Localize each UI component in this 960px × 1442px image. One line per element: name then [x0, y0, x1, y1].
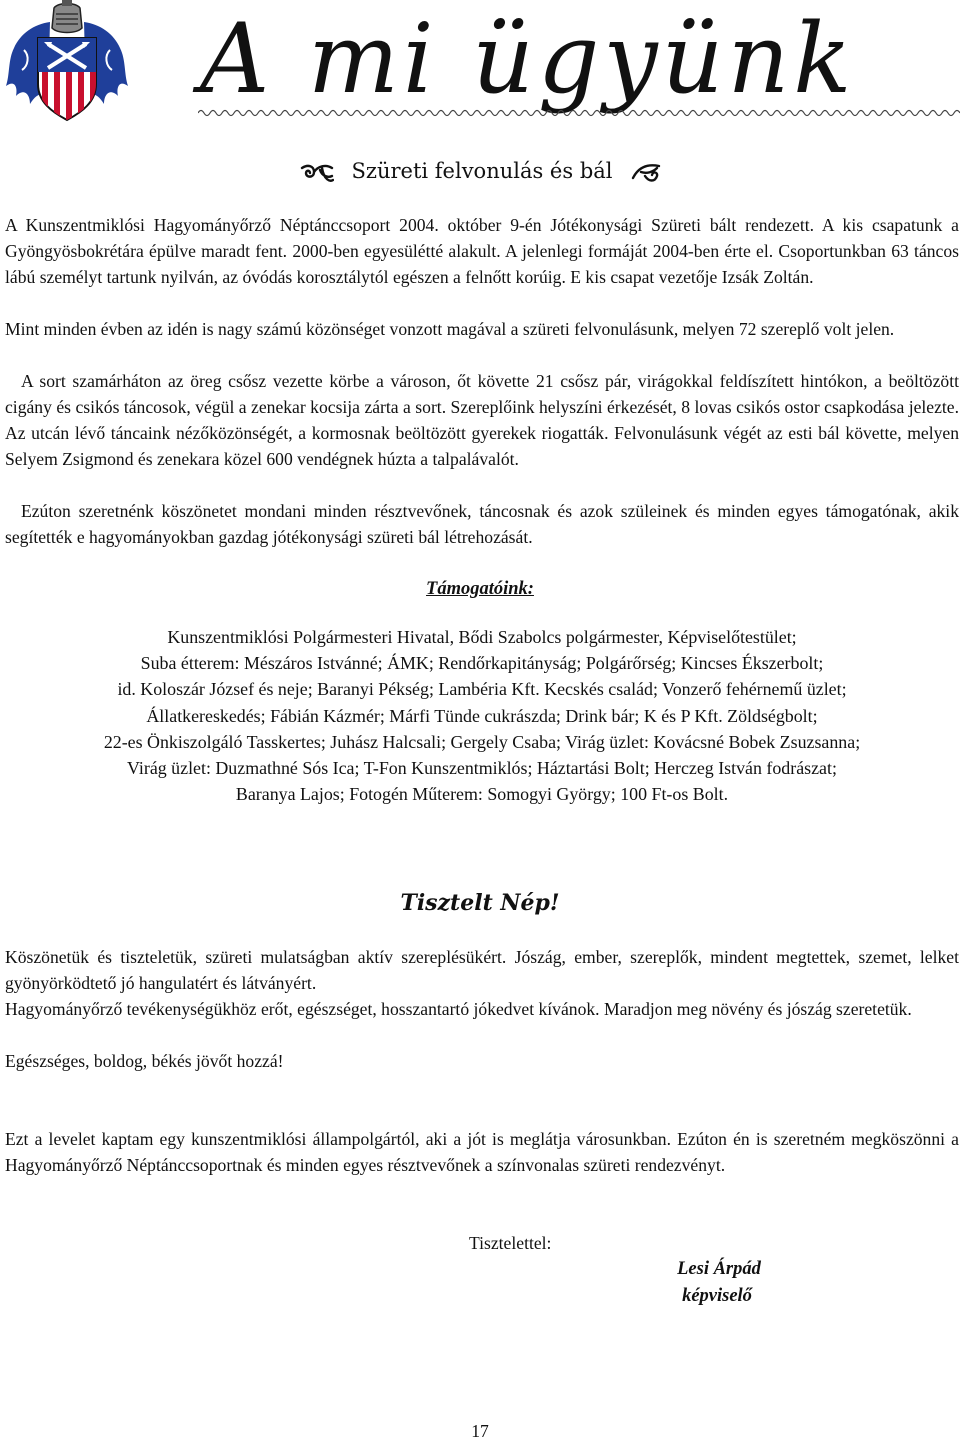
flourish-right-icon — [631, 162, 661, 184]
letter-paragraph-2: Hagyományőrző tevékenységükhöz erőt, egészséget, hosszantartó jókedvet kívánok. Maradjon meg növény és jószág szeretetük. — [5, 999, 912, 1019]
intro-paragraph-2: Mint minden évben az idén is nagy számú közönséget vonzott magával a szüreti felvonulásunk, melyen 72 szereplő volt jelen. — [5, 319, 895, 339]
sponsor-line: Virág üzlet: Duzmathné Sós Ica; T-Fon Kunszentmiklós; Háztartási Bolt; Herczeg István fodrászat; — [127, 758, 837, 779]
section-title — [0, 156, 960, 186]
intro-paragraph-4-text: Ezúton szeretnénk köszönetet mondani minden résztvevőnek, táncosnak és azok szüleinek és minden egyes támogatónak, akik segítették e hagyományokban gazdag jótékonysági szüreti bál létrehozását. — [5, 501, 959, 547]
intro-paragraph-1: A Kunszentmiklósi Hagyományőrző Néptánccsoport 2004. október 9-én Jótékonysági Szüreti bált rendezett. A kis csapatunk a Gyöngyösbokrétára épülve maradt fent. 2000-ben egyesülétté alakult. A jelenlegi formáját 2004-ben érte el. Csoportunkban 63 táncos lábú személyt tartunk nyilván, az óvódás korosztálytól egészen a felnőtt korúig. E kis csapat vezetője Izsák Zoltán. — [5, 215, 959, 287]
letter-paragraph-3: Egészséges, boldog, békés jövőt hozzá! — [5, 1051, 284, 1071]
intro-paragraph-3 — [5, 368, 959, 472]
section-title-text: Szüreti felvonulás és bál — [351, 159, 613, 183]
signer-name: Lesi Árpád — [677, 1259, 761, 1279]
sponsor-line: 22-es Önkiszolgáló Tasskertes; Juhász Halcsali; Gergely Csaba; Virág üzlet: Kovácsné Bobek Zsuzsanna; — [103, 731, 861, 752]
letter-greeting: Tisztelt Nép! — [400, 890, 560, 916]
coat-of-arms-icon — [4, 0, 130, 128]
masthead-title: A mi ügyünk — [200, 3, 856, 115]
page-number: 17 — [471, 1421, 489, 1441]
note-paragraph: Ezt a levelet kaptam egy kunszentmiklósi állampolgártól, aki a jót is meglátja városunkban. Ezúton én is szeretném megköszönni a Hagyományőrző Néptánccsoportnak és minden egyes résztvevőnek a színvonalas szüreti rendezvényt. — [5, 1129, 959, 1175]
intro-paragraph-3-text: A sort szamárháton az öreg csősz vezette körbe a városon, őt követte 21 csősz pár, virágokkal feldíszített hintókon, a beöltözött cigány és csikós táncosok, végül a zenekar kocsija zárta a sort. Szereplőink helyszíni érkezését, 8 lovas csikós ostor csapkodása jelezte. Az utcán lévő táncaink nézőközönségét, a kormosnak beöltözött gyerekek riogatták. Felvonulásunk végét az esti bál követte, melyen Selyem Zsigmond és zenekara közel 600 vendégnek húzta a talpalávalót. — [5, 371, 959, 469]
signer-role: képviselő — [682, 1286, 752, 1306]
sponsor-line: Baranya Lajos; Fotogén Műterem: Somogyi György; 100 Ft-os Bolt. — [235, 784, 729, 805]
sponsor-line: Suba étterem: Mészáros Istvánné; ÁMK; Rendőrkapitányság; Polgárőrség; Kincses Ékszerbolt; — [140, 653, 824, 674]
signature-closing: Tisztelettel: — [469, 1233, 552, 1253]
sponsor-line: id. Koloszár József és neje; Baranyi Pékség; Lambéria Kft. Kecskés család; Vonzerő fehérnemű üzlet; — [117, 679, 847, 700]
sponsors-title: Támogatóink: — [426, 579, 534, 599]
sponsors-list — [0, 624, 960, 807]
masthead-wavy-rule — [198, 108, 960, 118]
flourish-left-icon — [300, 162, 334, 184]
letter-paragraph-1: Köszönetük és tiszteletük, szüreti mulatságban aktív szereplésükért. Jószág, ember, szereplők, mindent megtettek, szemet, lelket gyönyörködtető jó hangulatért és látványért. — [5, 947, 959, 993]
sponsor-line: Kunszentmiklósi Polgármesteri Hivatal, Bődi Szabolcs polgármester, Képviselőtestület; — [167, 627, 797, 647]
intro-paragraph-4 — [5, 498, 959, 550]
sponsor-line: Állatkereskedés; Fábián Kázmér; Márfi Tünde cukrászda; Drink bár; K és P Kft. Zöldségbolt; — [146, 705, 818, 726]
